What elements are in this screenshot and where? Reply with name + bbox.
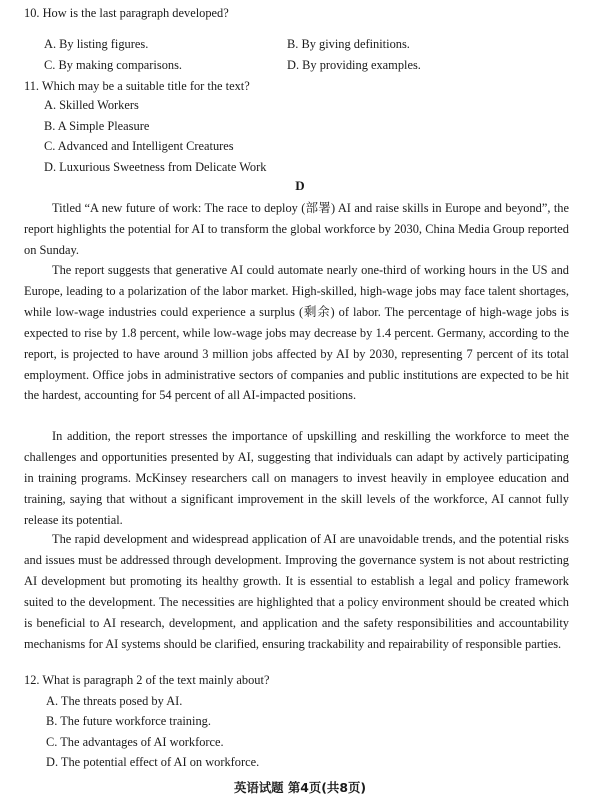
passage-paragraph-1: Titled “A new future of work: The race to deploy (部署) AI and raise skills in Europe and beyond”, the report highlights the potential for AI to transform the global workforce by 2030, China Media Group reported on Sunday.	[24, 201, 569, 257]
page-footer: 英语试题 第4页(共8页)	[233, 780, 366, 795]
passage-paragraph-2: The report suggests that generative AI could automate nearly one-third of working hours in the US and Europe, leading to a polarization of the labor market. High-skilled, high-wage jobs may face talent shortages, while low-wage industries could experience a surplus (剩余) of labor. The percentage of high-wage jobs is expected to rise by 1.8 percent, while low-wage jobs may decrease by 1.4 percent. Germany, according to the report, is projected to have around 3 million jobs affected by AI by 2030, representing 7 percent of its total employment. Office jobs in administrative sectors of companies and public institutions are expected to be hit the hardest, accounting for 54 percent of all AI-impacted positions.	[24, 263, 569, 403]
question-11-option-d: D. Luxurious Sweetness from Delicate Work	[44, 160, 267, 174]
question-10-option-a: A. By listing figures.	[44, 37, 149, 51]
question-12-stem: 12. What is paragraph 2 of the text mainly about?	[24, 673, 270, 687]
question-11-option-c: C. Advanced and Intelligent Creatures	[44, 139, 234, 153]
question-11-option-a: A. Skilled Workers	[44, 98, 139, 112]
question-12-option-c: C. The advantages of AI workforce.	[46, 735, 224, 749]
passage-paragraph-3: In addition, the report stresses the importance of upskilling and reskilling the workforce to meet the challenges and opportunities presented by AI, suggesting that individuals can adapt by actively participating in training programs. McKinsey researchers call on managers to invest heavily in employee education and training, saying that without a significant improvement in the skill levels of the workforce, AI cannot fully release its potential.	[24, 429, 569, 527]
question-12-option-b: B. The future workforce training.	[46, 714, 211, 728]
question-11-stem: 11. Which may be a suitable title for the text?	[24, 79, 250, 93]
question-12-option-a: A. The threats posed by AI.	[46, 694, 183, 708]
question-10-option-d: D. By providing examples.	[287, 58, 421, 72]
question-12-option-d: D. The potential effect of AI on workforce.	[46, 755, 260, 769]
question-10-option-b: B. By giving definitions.	[287, 37, 410, 51]
question-10-option-c: C. By making comparisons.	[44, 58, 183, 72]
question-10-stem: 10. How is the last paragraph developed?	[24, 6, 229, 20]
question-11-option-b: B. A Simple Pleasure	[44, 119, 150, 133]
section-d-heading: D	[295, 178, 305, 193]
passage-paragraph-4: The rapid development and widespread application of AI are unavoidable trends, and the potential risks and issues must be addressed through development. Improving the governance system is not about restricting AI development but promoting its healthy growth. It is essential to establish a legal and policy framework suited to the development. The necessities are highlighted that a policy environment should be created which is beneficial to AI research, development, and application and the safety responsibilities and accountability mechanisms for AI systems should be clarified, ensuring trackability and repairability of responsible parties.	[24, 532, 569, 651]
